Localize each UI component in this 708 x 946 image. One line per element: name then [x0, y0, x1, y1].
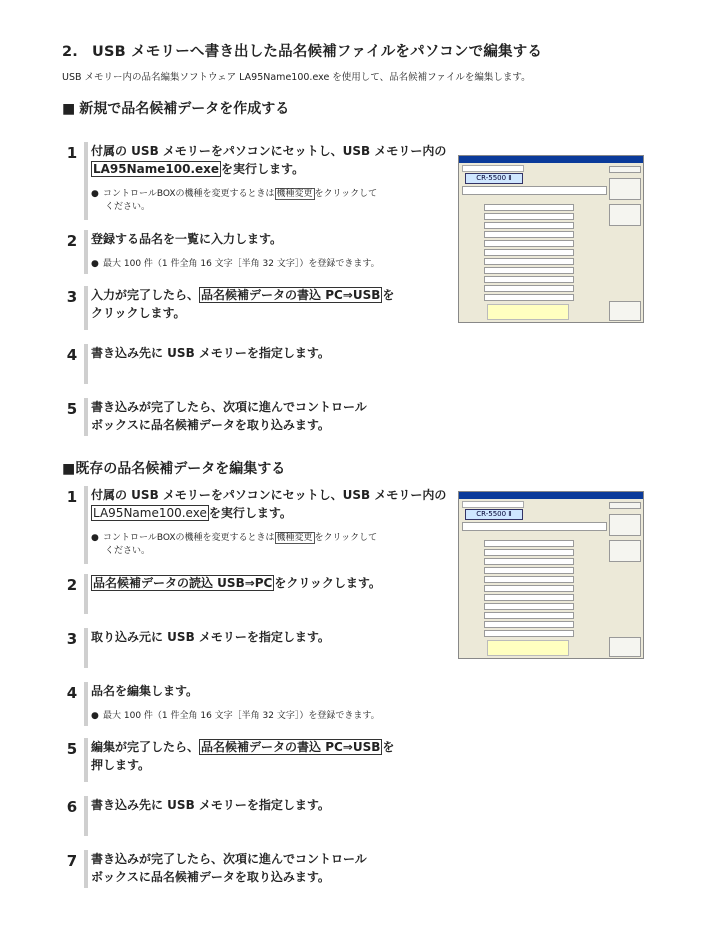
square-icon: ■	[62, 101, 76, 117]
step-number: 7	[66, 852, 78, 870]
step-number: 4	[66, 684, 78, 702]
step-bar	[84, 286, 88, 330]
name-field	[484, 231, 574, 238]
step-bar	[84, 682, 88, 726]
list-item	[62, 344, 442, 384]
list-item	[62, 682, 442, 726]
heading-number: 2.	[62, 44, 78, 60]
step-number: 5	[66, 740, 78, 758]
name-field	[484, 204, 574, 211]
software-screenshot	[458, 155, 644, 323]
step-text: 品名を編集します。	[91, 684, 199, 698]
list-item	[62, 486, 447, 564]
step-text: 書き込み先に USB メモリーを指定します。	[91, 798, 330, 812]
step-text: 書き込みが完了したら、次項に進んでコントロール ボックスに品名候補データを取り込みます。	[91, 400, 367, 432]
name-field	[484, 249, 574, 256]
step-number: 4	[66, 346, 78, 364]
name-field	[484, 576, 574, 583]
list-item	[62, 230, 442, 274]
step-number: 3	[66, 630, 78, 648]
name-field	[484, 222, 574, 229]
step-bar	[84, 850, 88, 888]
menu-tabs	[462, 501, 524, 508]
exit-button[interactable]	[609, 637, 641, 657]
write-button-ref: 品名候補データの書込 PC⇒USB	[201, 740, 381, 754]
page-title	[62, 40, 542, 61]
name-field	[484, 558, 574, 565]
list-item	[62, 850, 442, 888]
step-number: 2	[66, 576, 78, 594]
step-bar	[84, 628, 88, 668]
list-item	[62, 574, 442, 614]
model-display: CR-5500 Ⅱ	[465, 173, 523, 184]
step-bar	[84, 574, 88, 614]
section-title: 新規で品名候補データを作成する	[79, 101, 290, 117]
list-item	[62, 628, 442, 668]
name-field	[484, 276, 574, 283]
software-screenshot	[458, 491, 644, 659]
step-number: 6	[66, 798, 78, 816]
name-field	[484, 612, 574, 619]
step-bar	[84, 344, 88, 384]
step-bar	[84, 142, 88, 220]
step-bar	[84, 796, 88, 836]
menu-tabs	[462, 165, 524, 172]
section-edit-heading	[62, 458, 285, 478]
step-text: 取り込み元に USB メモリーを指定します。	[91, 630, 330, 644]
filename-box: LA95Name100.exe	[93, 162, 220, 176]
bullet-icon: ●	[91, 711, 99, 721]
name-field	[484, 549, 574, 556]
step-note: ● コントロールBOXの機種を変更するときは 機種変更 をクリックして ください。	[91, 189, 378, 212]
model-change-box: 機種変更	[276, 189, 313, 199]
step-note: ● 最大 100 件（1 件全角 16 文字［半角 32 文字］）を登録できます。	[91, 259, 380, 269]
name-field	[484, 621, 574, 628]
name-field	[484, 603, 574, 610]
step-text: 付属の USB メモリーをパソコンにセットし、USB メモリー内の LA95Name100.exe を実行します。	[91, 144, 447, 176]
bullet-icon: ●	[91, 189, 99, 199]
model-change-box: 機種変更	[276, 533, 313, 543]
window-titlebar	[459, 492, 643, 499]
name-field	[484, 294, 574, 301]
step-bar	[84, 738, 88, 782]
warning-note	[487, 640, 569, 656]
name-field	[484, 213, 574, 220]
step-number: 3	[66, 288, 78, 306]
model-display: CR-5500 Ⅱ	[465, 509, 523, 520]
step-note: ● コントロールBOXの機種を変更するときは 機種変更 をクリックして ください。	[91, 533, 378, 556]
name-field	[484, 540, 574, 547]
intro-text: USB メモリー内の品名編集ソフトウェア LA95Name100.exe を使用して、品名候補ファイルを編集します。	[62, 72, 531, 83]
list-item	[62, 796, 442, 836]
step-number: 5	[66, 400, 78, 418]
model-change-button[interactable]	[609, 502, 641, 509]
warning-note	[487, 304, 569, 320]
name-field	[484, 240, 574, 247]
step-text: 付属の USB メモリーをパソコンにセットし、USB メモリー内の LA95Name100.exe を実行します。	[91, 488, 447, 520]
filename-box: LA95Name100.exe	[93, 506, 207, 520]
step-text: 品名候補データの読込 USB⇒PC をクリックします。	[93, 576, 381, 590]
step-text: 入力が完了したら、 品名候補データの書込 PC⇒USB を クリックします。	[91, 288, 395, 320]
read-button[interactable]	[609, 178, 641, 200]
step-number: 1	[66, 144, 78, 162]
model-change-button[interactable]	[609, 166, 641, 173]
list-item	[62, 142, 447, 220]
section-new-heading	[62, 98, 289, 118]
name-field	[484, 594, 574, 601]
step-text: 編集が完了したら、 品名候補データの書込 PC⇒USB を 押します。	[91, 740, 395, 772]
step-text: 書き込みが完了したら、次項に進んでコントロール ボックスに品名候補データを取り込みます。	[91, 852, 367, 884]
name-field	[484, 630, 574, 637]
name-field	[484, 258, 574, 265]
step-text: 登録する品名を一覧に入力します。	[91, 232, 283, 246]
write-button[interactable]	[609, 204, 641, 226]
write-button[interactable]	[609, 540, 641, 562]
step-number: 1	[66, 488, 78, 506]
list-item	[62, 398, 442, 436]
exit-button[interactable]	[609, 301, 641, 321]
name-field	[484, 267, 574, 274]
write-button-ref: 品名候補データの書込 PC⇒USB	[201, 288, 381, 302]
step-note: ● 最大 100 件（1 件全角 16 文字［半角 32 文字］）を登録できます。	[91, 711, 380, 721]
heading-title: USB メモリーへ書き出した品名候補ファイルをパソコンで編集する	[92, 44, 543, 60]
step-bar	[84, 486, 88, 564]
step-number: 2	[66, 232, 78, 250]
read-button-ref: 品名候補データの読込 USB⇒PC	[93, 576, 273, 590]
read-button[interactable]	[609, 514, 641, 536]
list-item	[62, 286, 442, 330]
name-field	[484, 285, 574, 292]
list-item	[62, 738, 442, 782]
info-field	[462, 186, 607, 195]
name-field	[484, 585, 574, 592]
step-bar	[84, 230, 88, 274]
step-text: 書き込み先に USB メモリーを指定します。	[91, 346, 330, 360]
info-field	[462, 522, 607, 531]
bullet-icon: ●	[91, 259, 99, 269]
bullet-icon: ●	[91, 533, 99, 543]
square-icon: ■	[62, 461, 76, 477]
window-titlebar	[459, 156, 643, 163]
name-field	[484, 567, 574, 574]
step-bar	[84, 398, 88, 436]
section-title: 既存の品名候補データを編集する	[75, 461, 286, 477]
